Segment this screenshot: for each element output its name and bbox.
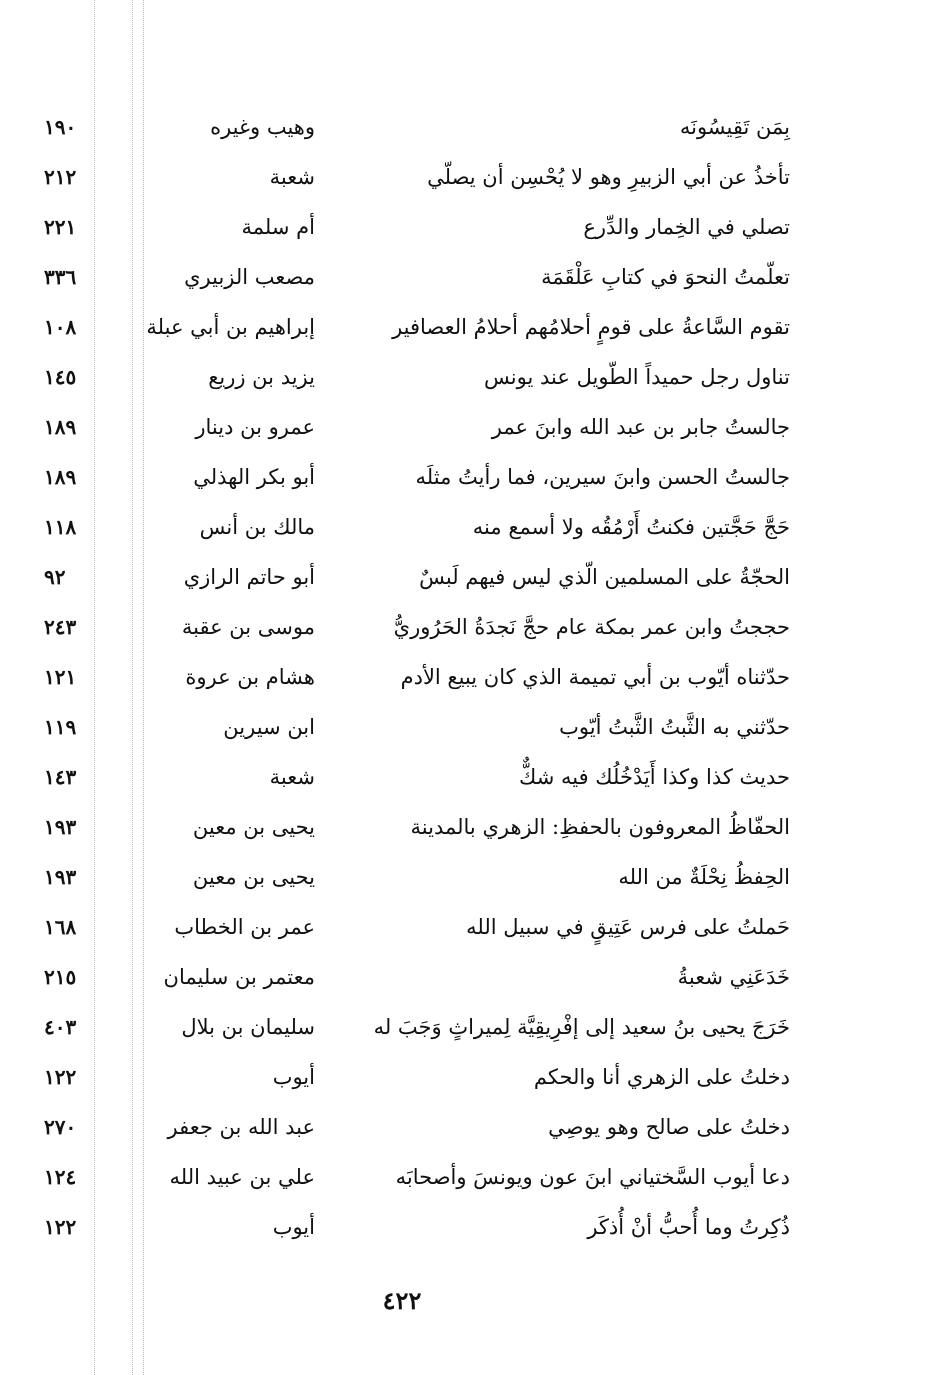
entry-narrator: وهيب وغيره bbox=[210, 115, 315, 139]
entry-narrator: يزيد بن زريع bbox=[208, 365, 315, 389]
entry-phrase: حديث كذا وكذا أَيَدْخُلُك فيه شكٌّ bbox=[519, 765, 790, 789]
entry-phrase: دخلتُ على صالح وهو يوصِي bbox=[548, 1115, 790, 1139]
index-entry bbox=[30, 706, 790, 756]
entry-phrase: دعا أيوب السَّختياني ابنَ عون ويونسَ وأصحابَه bbox=[395, 1165, 790, 1189]
entry-page-ref: ١٠٨ bbox=[44, 315, 77, 339]
entry-page-ref: ١٦٨ bbox=[44, 915, 77, 939]
entry-page-ref: ٩٢ bbox=[44, 565, 66, 589]
entry-page-ref: ٢١٥ bbox=[44, 965, 77, 989]
entry-phrase: دخلتُ على الزهري أنا والحكم bbox=[533, 1065, 790, 1089]
entry-narrator: عبد الله بن جعفر bbox=[167, 1115, 315, 1139]
entry-page-ref: ١٨٩ bbox=[44, 415, 77, 439]
entry-phrase: تعلّمتُ النحوَ في كتابِ عَلْقَمَة bbox=[541, 265, 790, 289]
entry-phrase: جالستُ جابر بن عبد الله وابنَ عمر bbox=[491, 415, 790, 439]
entry-phrase: الحفّاظُ المعروفون بالحفظِ: الزهري بالمدينة bbox=[410, 815, 790, 839]
entry-page-ref: ٤٠٣ bbox=[44, 1015, 77, 1039]
entry-page-ref: ٣٣٦ bbox=[44, 265, 77, 289]
entry-narrator: يحيى بن معين bbox=[192, 865, 315, 889]
entry-narrator: ابن سيرين bbox=[223, 715, 315, 739]
entry-phrase: تصلي في الخِمار والدِّرع bbox=[583, 215, 790, 239]
entry-phrase: تناول رجل حميداً الطّويل عند يونس bbox=[484, 365, 790, 389]
index-entry bbox=[30, 606, 790, 656]
index-entry bbox=[30, 306, 790, 356]
entry-phrase: تأخذُ عن أبي الزبيرِ وهو لا يُحْسِن أن يصلّي bbox=[427, 165, 790, 189]
entry-narrator: عمر بن الخطاب bbox=[174, 915, 315, 939]
entry-phrase: حَجَّ حَجَّتين فكنتُ أَرْمُقُه ولا أسمع منه bbox=[472, 515, 790, 539]
entry-narrator: موسى بن عقبة bbox=[181, 615, 315, 639]
index-entry bbox=[30, 756, 790, 806]
index-entry bbox=[30, 656, 790, 706]
index-table bbox=[30, 106, 790, 1256]
entry-page-ref: ٢٢١ bbox=[44, 215, 77, 239]
index-entry bbox=[30, 356, 790, 406]
entry-phrase: حَملتُ على فرس عَتِيقٍ في سبيل الله bbox=[466, 915, 790, 939]
entry-phrase: ذُكِرتُ وما أُحبُّ أنْ أُذكَر bbox=[587, 1215, 790, 1239]
index-entry bbox=[30, 806, 790, 856]
entry-phrase: بِمَن تَقِيسُونَه bbox=[679, 115, 790, 139]
index-entry bbox=[30, 1056, 790, 1106]
entry-narrator: مالك بن أنس bbox=[199, 515, 315, 539]
entry-page-ref: ١٨٩ bbox=[44, 465, 77, 489]
entry-narrator: أبو بكر الهذلي bbox=[193, 465, 315, 489]
entry-phrase: حدّثناه أيّوب بن أبي تميمة الذي كان يبيع الأدم bbox=[400, 665, 790, 689]
entry-narrator: أبو حاتم الرازي bbox=[183, 565, 315, 589]
index-entry bbox=[30, 956, 790, 1006]
entry-page-ref: ١٩٣ bbox=[44, 865, 77, 889]
index-entry bbox=[30, 106, 790, 156]
index-entry bbox=[30, 156, 790, 206]
entry-page-ref: ١٤٣ bbox=[44, 765, 77, 789]
entry-page-ref: ٢٤٣ bbox=[44, 615, 77, 639]
index-entry bbox=[30, 456, 790, 506]
entry-phrase: حججتُ وابن عمر بمكة عام حجَّ نَجدَةُ الحَرُوريُّ bbox=[393, 615, 790, 639]
entry-phrase: الحِفظُ نِحْلَةٌ من الله bbox=[618, 865, 790, 889]
entry-narrator: سليمان بن بلال bbox=[181, 1015, 315, 1039]
entry-page-ref: ١٩٣ bbox=[44, 815, 77, 839]
entry-page-ref: ١١٩ bbox=[44, 715, 77, 739]
entry-page-ref: ١٢٢ bbox=[44, 1215, 77, 1239]
entry-phrase: خَدَعَنِي شعبةُ bbox=[677, 965, 790, 989]
index-entry bbox=[30, 1006, 790, 1056]
entry-page-ref: ١٩٠ bbox=[44, 115, 77, 139]
entry-page-ref: ١٤٥ bbox=[44, 365, 77, 389]
entry-narrator: أم سلمة bbox=[241, 215, 315, 239]
entry-page-ref: ١٢٤ bbox=[44, 1165, 77, 1189]
entry-page-ref: ١٢١ bbox=[44, 665, 77, 689]
entry-page-ref: ٢٧٠ bbox=[44, 1115, 77, 1139]
entry-phrase: تقوم السَّاعةُ على قومٍ أحلامُهم أحلامُ العصافير bbox=[392, 315, 790, 339]
entry-phrase: خَرَجَ يحيى بنُ سعيد إلى إفْرِيقِيَّة لِميراثٍ وَجَبَ له bbox=[373, 1015, 790, 1039]
entry-narrator: إبراهيم بن أبي عبلة bbox=[146, 315, 315, 339]
index-entry bbox=[30, 1106, 790, 1156]
page-number: ٤٢٢ bbox=[382, 1286, 422, 1315]
entry-narrator: شعبة bbox=[269, 165, 315, 189]
entry-page-ref: ٢١٢ bbox=[44, 165, 77, 189]
entry-narrator: مصعب الزبيري bbox=[184, 265, 315, 289]
index-entry bbox=[30, 406, 790, 456]
index-entry bbox=[30, 906, 790, 956]
index-entry bbox=[30, 206, 790, 256]
entry-page-ref: ١١٨ bbox=[44, 515, 77, 539]
index-entry bbox=[30, 1156, 790, 1206]
index-entry bbox=[30, 856, 790, 906]
entry-phrase: الحجّةُ على المسلمين الّذي ليس فيهم لَبسٌ bbox=[419, 565, 790, 589]
entry-phrase: حدّثني به الثَّبتُ الثَّبتُ أيّوب bbox=[559, 715, 790, 739]
index-entry bbox=[30, 506, 790, 556]
entry-narrator: عمرو بن دينار bbox=[195, 415, 315, 439]
index-entry bbox=[30, 556, 790, 606]
entry-page-ref: ١٢٢ bbox=[44, 1065, 77, 1089]
entry-narrator: معتمر بن سليمان bbox=[163, 965, 315, 989]
index-entry bbox=[30, 1206, 790, 1256]
entry-narrator: شعبة bbox=[269, 765, 315, 789]
entry-narrator: أيوب bbox=[272, 1215, 315, 1239]
entry-narrator: علي بن عبيد الله bbox=[169, 1165, 315, 1189]
index-entry bbox=[30, 256, 790, 306]
entry-narrator: أيوب bbox=[272, 1065, 315, 1089]
entry-narrator: هشام بن عروة bbox=[185, 665, 315, 689]
entry-phrase: جالستُ الحسن وابنَ سيرين، فما رأيتُ مثلَه bbox=[415, 465, 790, 489]
entry-narrator: يحيى بن معين bbox=[192, 815, 315, 839]
